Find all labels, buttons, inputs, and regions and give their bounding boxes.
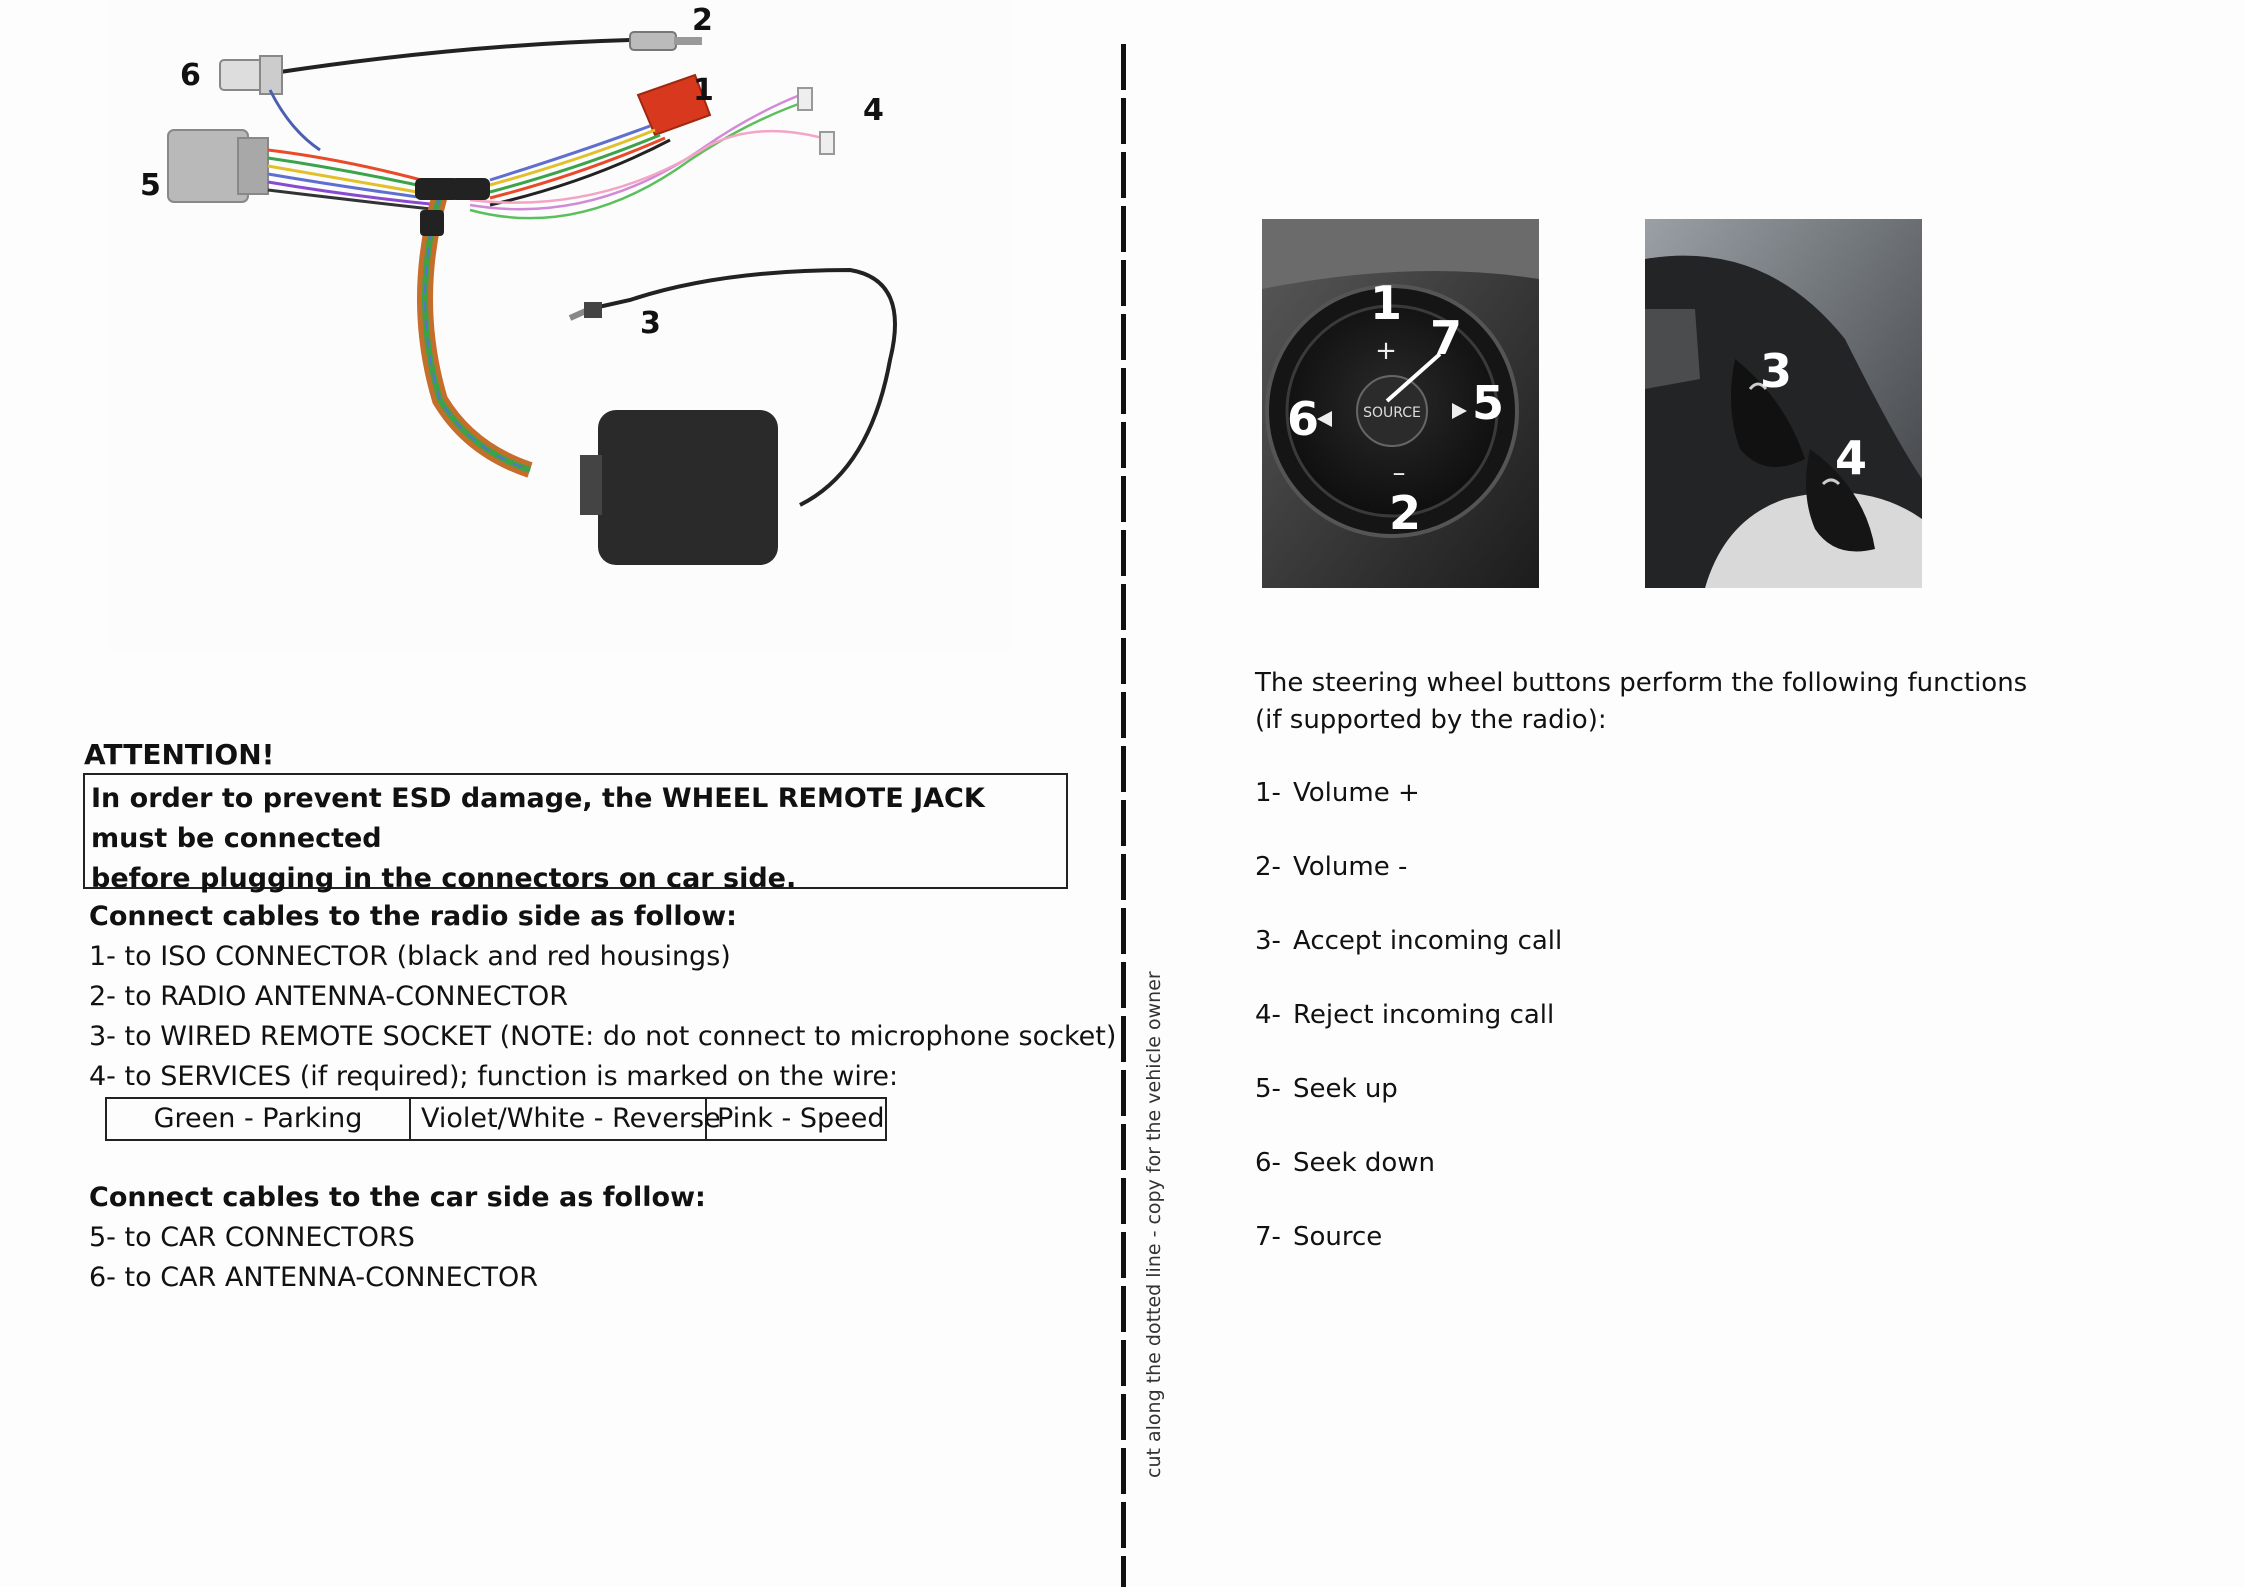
list-item: [1255, 1069, 1562, 1143]
list-item: 1- to ISO CONNECTOR (black and red housings): [89, 941, 731, 972]
function-number: 2-: [1255, 852, 1281, 882]
harness-label-6: 6: [180, 58, 201, 93]
list-item: 4- to SERVICES (if required); function is marked on the wire:: [89, 1061, 899, 1092]
harness-label-5: 5: [140, 168, 161, 203]
remote-jack-3: [584, 302, 602, 318]
list-item: 5- to CAR CONNECTORS: [89, 1222, 415, 1253]
wheel-label-6: 6: [1287, 392, 1320, 446]
service-reverse: Violet/White - Reverse: [411, 1099, 707, 1139]
cut-line-note: cut along the dotted line - copy for the vehicle owner: [1143, 971, 1165, 1478]
function-number: 3-: [1255, 926, 1281, 956]
source-button-label: SOURCE: [1363, 405, 1421, 421]
car-side-list: [89, 1218, 538, 1298]
list-item: 2- to RADIO ANTENNA-CONNECTOR: [89, 981, 569, 1012]
attention-line-1: In order to prevent ESD damage, the WHEEL REMOTE JACK must be connected: [91, 783, 985, 854]
harness-label-2: 2: [692, 3, 713, 38]
left-wheel-controls-illustration: [1262, 219, 1539, 588]
steering-wheel-photo-left: [1262, 219, 1539, 588]
interface-module: [598, 410, 778, 565]
list-item: [1255, 921, 1562, 995]
harness-label-1: 1: [693, 73, 714, 108]
right-wheel-controls-illustration: [1645, 219, 1922, 588]
function-number: 4-: [1255, 1000, 1281, 1030]
wheel-label-1: 1: [1370, 276, 1403, 330]
harness-illustration: [110, 0, 1010, 650]
functions-intro: [1255, 665, 2027, 739]
function-label: Reject incoming call: [1293, 1000, 1555, 1030]
list-item: [1255, 847, 1562, 921]
function-label: Volume -: [1293, 852, 1408, 882]
functions-list: [1255, 773, 1562, 1291]
function-label: Volume +: [1293, 778, 1420, 808]
attention-title: ATTENTION!: [84, 738, 275, 771]
cut-dashed-line: [1121, 44, 1126, 1587]
functions-intro-line-2: (if supported by the radio):: [1255, 705, 1607, 735]
plus-symbol: +: [1375, 336, 1397, 366]
attention-line-2: before plugging in the connectors on car side.: [91, 863, 797, 894]
harness-label-4: 4: [863, 93, 884, 128]
wheel-label-7: 7: [1430, 311, 1463, 365]
harness-label-3: 3: [640, 306, 661, 341]
services-table: [105, 1097, 887, 1141]
service-parking: Green - Parking: [107, 1099, 411, 1139]
wheel-label-2: 2: [1389, 486, 1422, 540]
wheel-label-5: 5: [1472, 376, 1505, 430]
list-item: [1255, 995, 1562, 1069]
function-number: 7-: [1255, 1222, 1281, 1252]
service-speed: Pink - Speed: [717, 1103, 885, 1134]
car-connector-5: [168, 130, 248, 202]
list-item: [1255, 1217, 1562, 1291]
radio-side-list: [89, 937, 1116, 1097]
car-side-heading: Connect cables to the car side as follow:: [89, 1182, 706, 1213]
function-number: 5-: [1255, 1074, 1281, 1104]
function-label: Accept incoming call: [1293, 926, 1563, 956]
harness-photo: [110, 0, 1010, 650]
wheel-label-4: 4: [1835, 431, 1868, 485]
function-label: Seek up: [1293, 1074, 1398, 1104]
radio-side-heading: Connect cables to the radio side as follow:: [89, 901, 737, 932]
list-item: [1255, 1143, 1562, 1217]
attention-box: [83, 773, 1068, 894]
functions-intro-line-1: The steering wheel buttons perform the following functions: [1255, 668, 2028, 698]
function-label: Seek down: [1293, 1148, 1435, 1178]
list-item: [1255, 773, 1562, 847]
list-item: 3- to WIRED REMOTE SOCKET (NOTE: do not connect to microphone socket): [89, 1021, 1117, 1052]
list-item: 6- to CAR ANTENNA-CONNECTOR: [89, 1262, 539, 1293]
function-number: 1-: [1255, 778, 1281, 808]
minus-symbol: –: [1392, 458, 1406, 488]
antenna-plug-2: [630, 32, 676, 50]
wheel-label-3: 3: [1760, 344, 1793, 398]
function-number: 6-: [1255, 1148, 1281, 1178]
steering-wheel-photo-right: [1645, 219, 1922, 588]
function-label: Source: [1293, 1222, 1383, 1252]
